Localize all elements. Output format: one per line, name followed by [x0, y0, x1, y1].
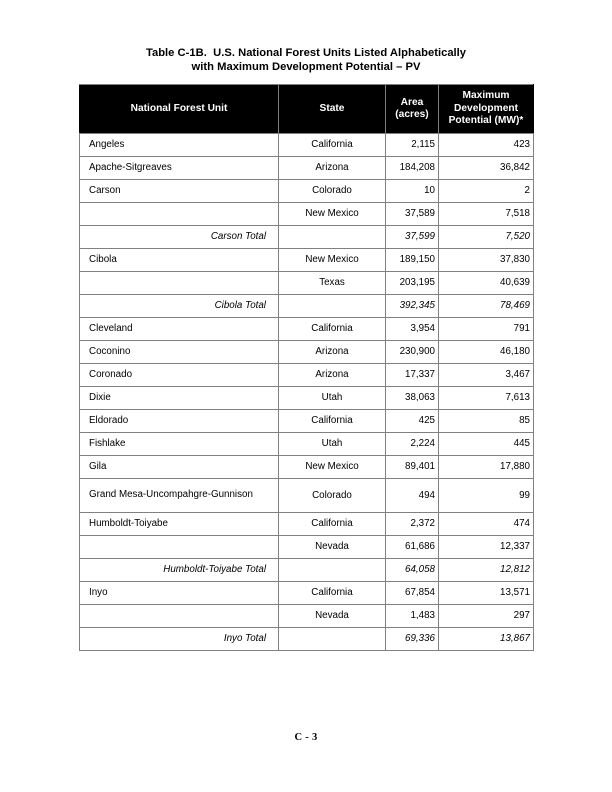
- table-title-line-2: with Maximum Development Potential – PV: [191, 60, 421, 73]
- cell-state: California: [279, 582, 386, 605]
- column-header-area-line-1: Area: [400, 96, 424, 108]
- cell-area-acres: 230,900: [386, 341, 439, 364]
- cell-area-acres: 37,589: [386, 203, 439, 226]
- table-row: [80, 295, 534, 318]
- cell-max-development-potential-mw: 13,571: [439, 582, 534, 605]
- cell-state: New Mexico: [279, 203, 386, 226]
- cell-area-acres: 203,195: [386, 272, 439, 295]
- cell-area-acres: 17,337: [386, 364, 439, 387]
- cell-max-development-potential-mw: 13,867: [439, 628, 534, 651]
- cell-unit: Apache-Sitgreaves: [80, 157, 279, 180]
- column-header-max-development-potential: [439, 85, 534, 134]
- cell-max-development-potential-mw: 37,830: [439, 249, 534, 272]
- cell-state: California: [279, 134, 386, 157]
- table-title-line-1: Table C-1B. U.S. National Forest Units Listed Alphabetically: [145, 47, 467, 59]
- cell-state: Nevada: [279, 536, 386, 559]
- cell-area-acres: 61,686: [386, 536, 439, 559]
- cell-unit: Fishlake: [80, 433, 279, 456]
- cell-unit: [80, 272, 279, 295]
- page-number: C - 3: [294, 732, 318, 743]
- cell-state: [279, 295, 386, 318]
- cell-max-development-potential-mw: 445: [439, 433, 534, 456]
- cell-unit: Carson: [80, 180, 279, 203]
- cell-max-development-potential-mw: 36,842: [439, 157, 534, 180]
- cell-unit: Eldorado: [80, 410, 279, 433]
- cell-state: Colorado: [279, 180, 386, 203]
- cell-unit: [80, 605, 279, 628]
- cell-unit: Coronado: [80, 364, 279, 387]
- table-row: [80, 582, 534, 605]
- cell-unit: Grand Mesa-Uncompahgre-Gunnison: [80, 479, 279, 513]
- cell-area-acres: 37,599: [386, 226, 439, 249]
- cell-max-development-potential-mw: 297: [439, 605, 534, 628]
- column-header-state: [279, 85, 386, 134]
- cell-max-development-potential-mw: 7,613: [439, 387, 534, 410]
- table-row: [80, 157, 534, 180]
- cell-state: Texas: [279, 272, 386, 295]
- column-header-area-line-2: (acres): [395, 109, 429, 120]
- table-body: [80, 134, 534, 651]
- table-row: [80, 433, 534, 456]
- cell-area-acres: 2,224: [386, 433, 439, 456]
- cell-unit: Cleveland: [80, 318, 279, 341]
- cell-max-development-potential-mw: 12,812: [439, 559, 534, 582]
- cell-area-acres: 2,372: [386, 513, 439, 536]
- table-row: [80, 272, 534, 295]
- cell-state: Arizona: [279, 364, 386, 387]
- table-row: [80, 364, 534, 387]
- cell-area-acres: 392,345: [386, 295, 439, 318]
- cell-state: Colorado: [279, 479, 386, 513]
- forest-table-container: [79, 84, 533, 651]
- cell-state: [279, 226, 386, 249]
- cell-state: Utah: [279, 387, 386, 410]
- cell-max-development-potential-mw: 7,518: [439, 203, 534, 226]
- cell-state: New Mexico: [279, 456, 386, 479]
- cell-state: New Mexico: [279, 249, 386, 272]
- cell-max-development-potential-mw: 40,639: [439, 272, 534, 295]
- cell-max-development-potential-mw: 7,520: [439, 226, 534, 249]
- cell-area-acres: 3,954: [386, 318, 439, 341]
- cell-area-acres: 494: [386, 479, 439, 513]
- table-row: [80, 203, 534, 226]
- column-header-state-label: State: [319, 102, 345, 114]
- column-header-national-forest-unit: [80, 85, 279, 134]
- cell-area-acres: 69,336: [386, 628, 439, 651]
- table-row: [80, 341, 534, 364]
- cell-max-development-potential-mw: 3,467: [439, 364, 534, 387]
- cell-max-development-potential-mw: 474: [439, 513, 534, 536]
- table-row: [80, 410, 534, 433]
- column-header-potential-line-2: Development: [454, 102, 518, 114]
- cell-unit-total: Humboldt-Toiyabe Total: [80, 559, 279, 582]
- table-row: [80, 180, 534, 203]
- cell-area-acres: 89,401: [386, 456, 439, 479]
- table-row: [80, 134, 534, 157]
- cell-state: California: [279, 410, 386, 433]
- table-header: [80, 85, 534, 134]
- cell-state: [279, 559, 386, 582]
- cell-area-acres: 184,208: [386, 157, 439, 180]
- cell-unit: Gila: [80, 456, 279, 479]
- table-header-row: [80, 85, 534, 134]
- column-header-area: [386, 85, 439, 134]
- cell-area-acres: 1,483: [386, 605, 439, 628]
- cell-area-acres: 2,115: [386, 134, 439, 157]
- cell-area-acres: 425: [386, 410, 439, 433]
- cell-max-development-potential-mw: 423: [439, 134, 534, 157]
- table-row: [80, 456, 534, 479]
- table-row: [80, 605, 534, 628]
- cell-state: Utah: [279, 433, 386, 456]
- cell-unit: Inyo: [80, 582, 279, 605]
- cell-area-acres: 67,854: [386, 582, 439, 605]
- cell-state: [279, 628, 386, 651]
- cell-state: Nevada: [279, 605, 386, 628]
- cell-area-acres: 189,150: [386, 249, 439, 272]
- table-row: [80, 559, 534, 582]
- cell-max-development-potential-mw: 85: [439, 410, 534, 433]
- cell-state: Arizona: [279, 157, 386, 180]
- cell-max-development-potential-mw: 12,337: [439, 536, 534, 559]
- cell-unit: Coconino: [80, 341, 279, 364]
- cell-max-development-potential-mw: 791: [439, 318, 534, 341]
- cell-area-acres: 10: [386, 180, 439, 203]
- cell-max-development-potential-mw: 99: [439, 479, 534, 513]
- column-header-unit-label: National Forest Unit: [130, 102, 228, 114]
- cell-state: California: [279, 513, 386, 536]
- cell-max-development-potential-mw: 78,469: [439, 295, 534, 318]
- cell-unit: [80, 203, 279, 226]
- cell-state: California: [279, 318, 386, 341]
- cell-unit: Angeles: [80, 134, 279, 157]
- table-row: [80, 226, 534, 249]
- cell-max-development-potential-mw: 46,180: [439, 341, 534, 364]
- cell-max-development-potential-mw: 2: [439, 180, 534, 203]
- cell-unit-total: Cibola Total: [80, 295, 279, 318]
- table-row: [80, 249, 534, 272]
- table-row: [80, 628, 534, 651]
- table-title: [0, 47, 612, 74]
- cell-unit: Cibola: [80, 249, 279, 272]
- table-row: [80, 536, 534, 559]
- table-row: [80, 318, 534, 341]
- cell-state: Arizona: [279, 341, 386, 364]
- column-header-potential-line-3: Potential (MW)*: [448, 115, 524, 127]
- table-row: [80, 479, 534, 513]
- column-header-potential-line-1: Maximum: [462, 90, 510, 102]
- cell-unit-total: Carson Total: [80, 226, 279, 249]
- cell-unit: [80, 536, 279, 559]
- table-row: [80, 513, 534, 536]
- table-row: [80, 387, 534, 410]
- cell-max-development-potential-mw: 17,880: [439, 456, 534, 479]
- cell-area-acres: 64,058: [386, 559, 439, 582]
- cell-area-acres: 38,063: [386, 387, 439, 410]
- cell-unit-total: Inyo Total: [80, 628, 279, 651]
- cell-unit: Humboldt-Toiyabe: [80, 513, 279, 536]
- national-forest-units-table: [79, 84, 534, 651]
- cell-unit: Dixie: [80, 387, 279, 410]
